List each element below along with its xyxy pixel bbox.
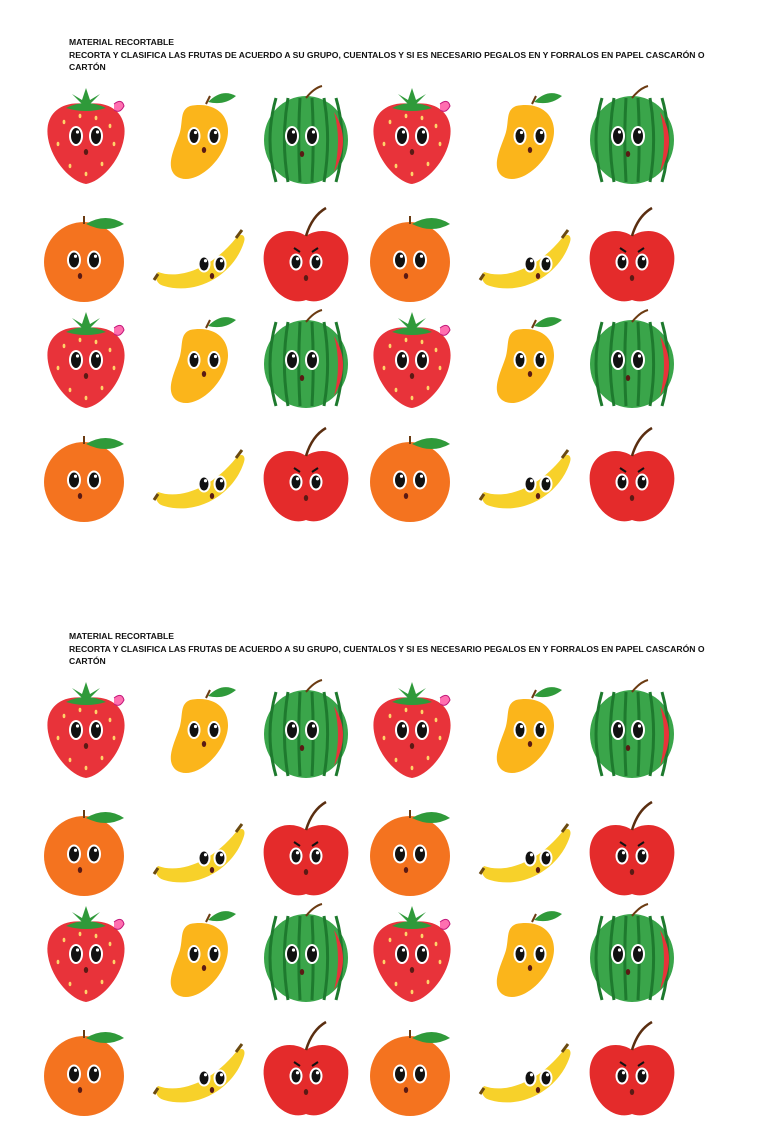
apple-icon (582, 1016, 682, 1126)
orange-icon (362, 1016, 462, 1126)
mango-icon (476, 82, 576, 192)
orange-icon (362, 202, 462, 312)
mango-icon (476, 676, 576, 786)
watermelon-icon (256, 900, 356, 1010)
mango-icon (476, 306, 576, 416)
orange-icon (36, 202, 136, 312)
watermelon-icon (256, 676, 356, 786)
orange-icon (36, 422, 136, 532)
apple-icon (582, 202, 682, 312)
sheet-title: MATERIAL RECORTABLE (69, 37, 175, 47)
mango-icon (150, 82, 250, 192)
sheet-header (69, 630, 709, 668)
strawberry-icon (36, 306, 136, 416)
orange-icon (362, 796, 462, 906)
watermelon-icon (256, 306, 356, 416)
banana-icon (150, 202, 250, 312)
strawberry-icon (36, 676, 136, 786)
banana-icon (476, 202, 576, 312)
apple-icon (582, 796, 682, 906)
banana-icon (476, 1016, 576, 1126)
banana-icon (476, 422, 576, 532)
orange-icon (36, 1016, 136, 1126)
strawberry-icon (362, 676, 462, 786)
apple-icon (256, 422, 356, 532)
banana-icon (476, 796, 576, 906)
mango-icon (150, 900, 250, 1010)
banana-icon (150, 422, 250, 532)
watermelon-icon (582, 900, 682, 1010)
strawberry-icon (36, 82, 136, 192)
mango-icon (476, 900, 576, 1010)
apple-icon (256, 202, 356, 312)
sheet-title: MATERIAL RECORTABLE (69, 631, 175, 641)
mango-icon (150, 306, 250, 416)
apple-icon (256, 796, 356, 906)
strawberry-icon (362, 82, 462, 192)
sheet-1 (0, 36, 768, 74)
apple-icon (256, 1016, 356, 1126)
orange-icon (362, 422, 462, 532)
banana-icon (150, 1016, 250, 1126)
sheet-2 (0, 630, 768, 668)
watermelon-icon (256, 82, 356, 192)
watermelon-icon (582, 306, 682, 416)
sheet-instruction: RECORTA Y CLASIFICA LAS FRUTAS DE ACUERDO A SU GRUPO, CUENTALOS Y SI ES NECESARIO PEGALOS EN Y FORRALOS EN PAPEL CASCARÓN O CARTÓN (69, 643, 705, 666)
strawberry-icon (362, 900, 462, 1010)
apple-icon (582, 422, 682, 532)
orange-icon (36, 796, 136, 906)
sheet-header (69, 36, 709, 74)
watermelon-icon (582, 82, 682, 192)
watermelon-icon (582, 676, 682, 786)
strawberry-icon (36, 900, 136, 1010)
sheet-instruction: RECORTA Y CLASIFICA LAS FRUTAS DE ACUERDO A SU GRUPO, CUENTALOS Y SI ES NECESARIO PEGALOS EN Y FORRALOS EN PAPEL CASCARÓN O CARTÓN (69, 49, 705, 72)
mango-icon (150, 676, 250, 786)
strawberry-icon (362, 306, 462, 416)
banana-icon (150, 796, 250, 906)
